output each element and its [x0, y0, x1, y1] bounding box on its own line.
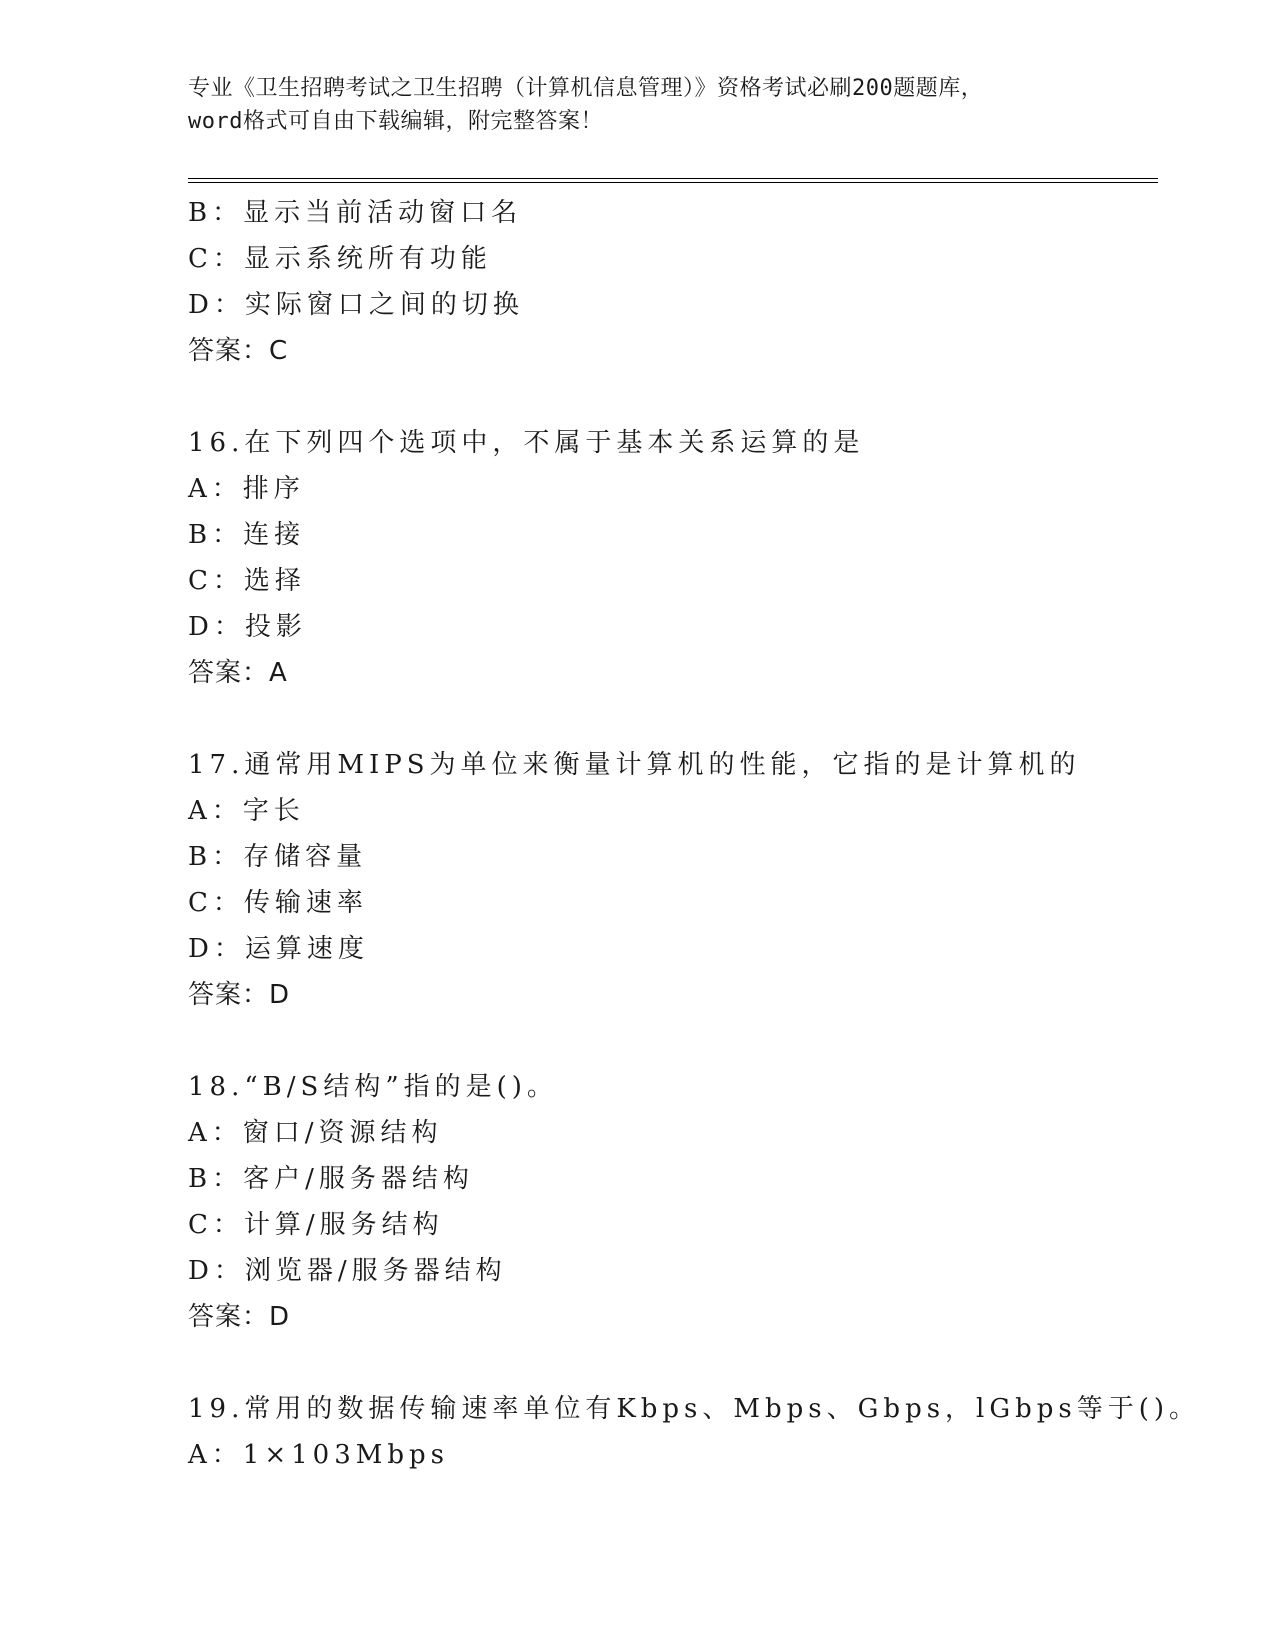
question-15 [188, 190, 1188, 374]
header-divider [188, 178, 1158, 183]
header-title-line-1: 专业《卫生招聘考试之卫生招聘（计算机信息管理）》资格考试必刷200题题库， [188, 76, 984, 101]
answer: 答案：D [188, 980, 291, 1010]
answer: 答案：D [188, 1302, 291, 1332]
answer: 答案：C [188, 336, 289, 366]
option-a: A：字长 [188, 796, 305, 826]
question-text: 19.常用的数据传输速率单位有Kbps、Mbps、Gbps，lGbps等于()。 [188, 1394, 1201, 1424]
question-18 [188, 1064, 1188, 1340]
question-17 [188, 742, 1188, 1018]
option-d: D：运算速度 [188, 934, 369, 964]
option-a: A：窗口/资源结构 [188, 1118, 443, 1148]
question-list [188, 190, 1201, 1478]
question-text: 17.通常用MIPS为单位来衡量计算机的性能，它指的是计算机的 [188, 750, 1081, 780]
answer: 答案：A [188, 658, 288, 688]
option-b: B：显示当前活动窗口名 [188, 198, 523, 228]
question-16 [188, 420, 1188, 696]
option-a: A：排序 [188, 474, 305, 504]
option-d: D：实际窗口之间的切换 [188, 290, 524, 320]
option-d: D：投影 [188, 612, 307, 642]
question-text: 18.“B/S结构”指的是()。 [188, 1072, 558, 1102]
option-b: B：客户/服务器结构 [188, 1164, 474, 1194]
question-19 [188, 1386, 1201, 1478]
option-a: A：1×103Mbps [188, 1440, 449, 1470]
option-c: C：传输速率 [188, 888, 368, 918]
option-c: C：计算/服务结构 [188, 1210, 444, 1240]
option-b: B：连接 [188, 520, 306, 550]
question-text: 16.在下列四个选项中，不属于基本关系运算的是 [188, 428, 865, 458]
document-header [188, 72, 1088, 138]
header-title-line-2: word格式可自由下载编辑，附完整答案！ [188, 109, 603, 134]
option-c: C：选择 [188, 566, 306, 596]
option-d: D：浏览器/服务器结构 [188, 1256, 507, 1286]
option-b: B：存储容量 [188, 842, 368, 872]
option-c: C：显示系统所有功能 [188, 244, 492, 274]
